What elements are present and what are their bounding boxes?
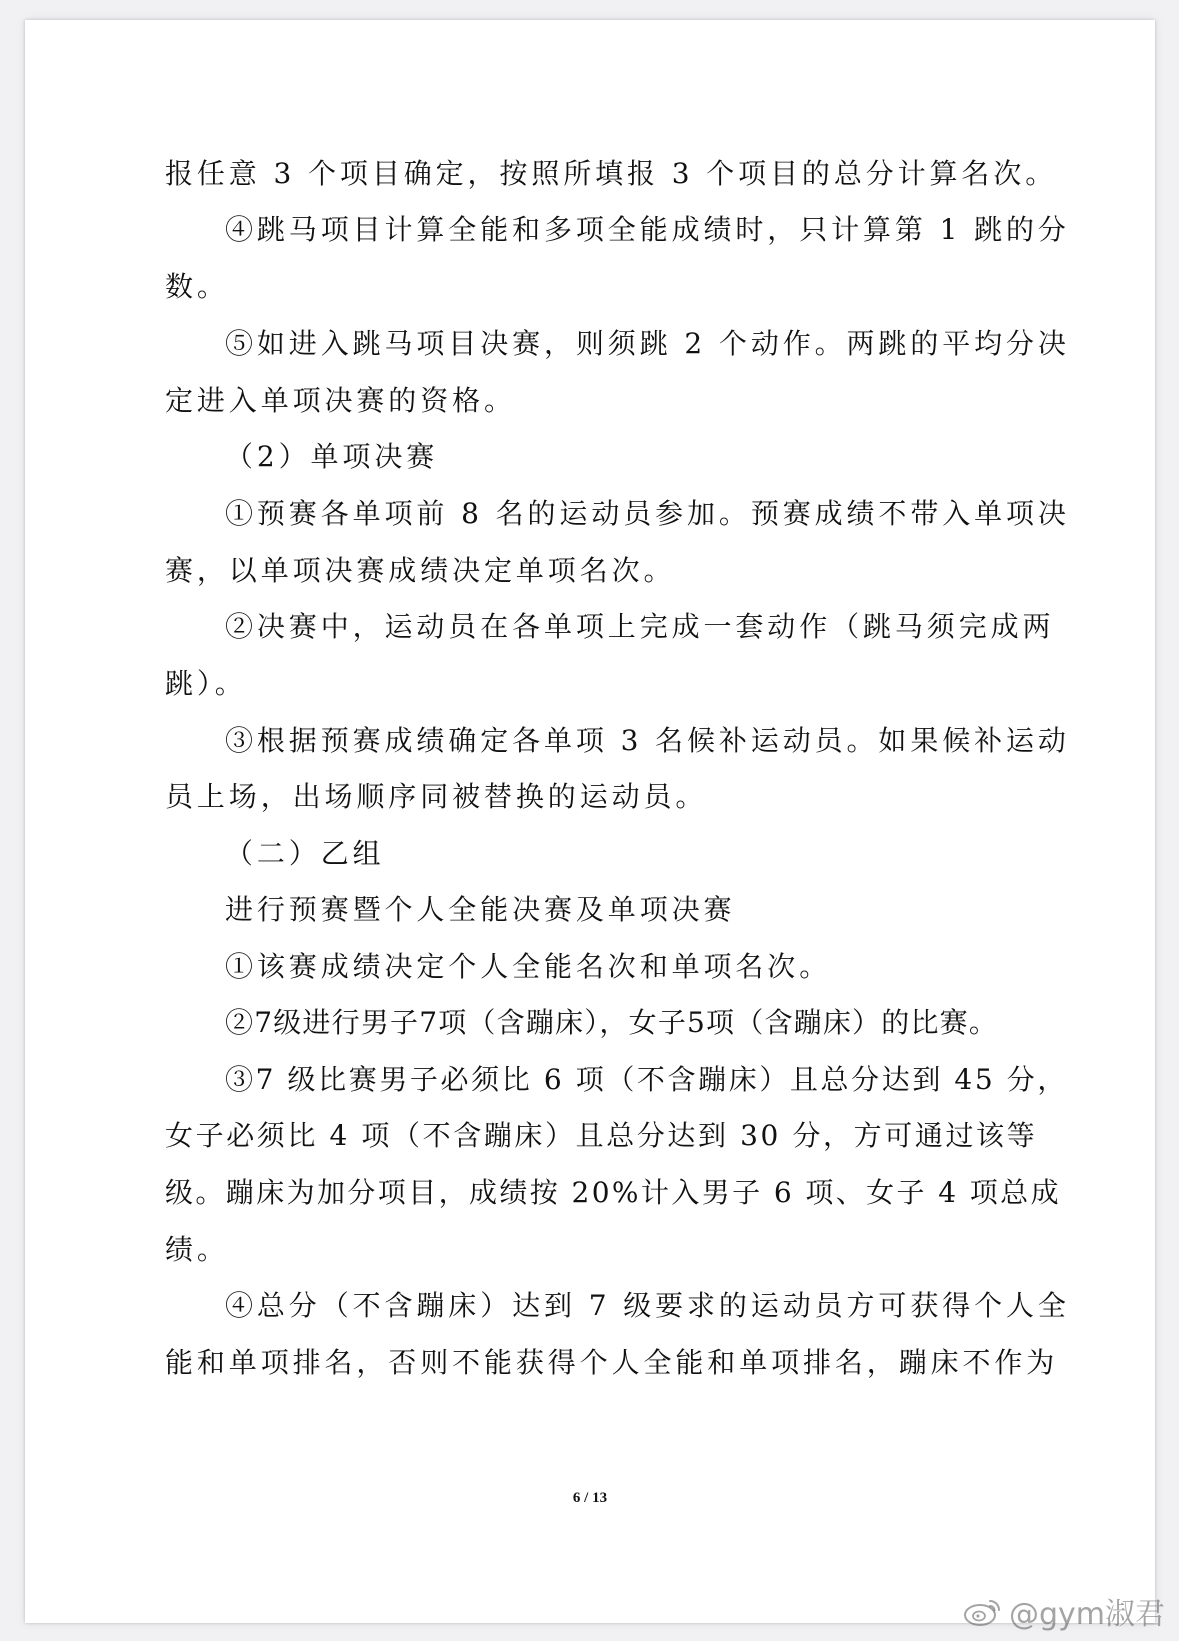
text-line: ⑤如进入跳马项目决赛，则须跳 2 个动作。两跳的平均分决 (225, 327, 1070, 360)
text-line: ②7级进行男子7项（含蹦床），女子5项（含蹦床）的比赛。 (225, 1006, 999, 1039)
weibo-icon (963, 1595, 1003, 1627)
section-heading: （2）单项决赛 (225, 440, 439, 473)
text-line: ④跳马项目计算全能和多项全能成绩时，只计算第 1 跳的分 (225, 213, 1070, 246)
text-line: ①该赛成绩决定个人全能名次和单项名次。 (225, 950, 832, 983)
text-line: 女子必须比 4 项（不含蹦床）且总分达到 30 分，方可通过该等 (165, 1119, 1038, 1152)
watermark-text: @gym淑君 (1008, 1597, 1165, 1632)
text-line: ②决赛中，运动员在各单项上完成一套动作（跳马须完成两 (225, 610, 1055, 643)
text-line: ③7 级比赛男子必须比 6 项（不含蹦床）且总分达到 45 分， (225, 1063, 1068, 1096)
text-line: 报任意 3 个项目确定，按照所填报 3 个项目的总分计算名次。 (165, 157, 1058, 190)
page-number: 6 / 13 (572, 1490, 608, 1506)
watermark (963, 1589, 1165, 1633)
text-line: 定进入单项决赛的资格。 (165, 384, 516, 417)
text-line: ④总分（不含蹦床）达到 7 级要求的运动员方可获得个人全 (225, 1289, 1070, 1322)
text-line: 能和单项排名，否则不能获得个人全能和单项排名，蹦床不作为 (165, 1346, 1059, 1379)
text-line: 级。蹦床为加分项目，成绩按 20%计入男子 6 项、女子 4 项总成 (165, 1176, 1061, 1209)
text-line: 绩。 (165, 1233, 229, 1266)
document-page (25, 20, 1155, 1623)
text-line: ①预赛各单项前 8 名的运动员参加。预赛成绩不带入单项决 (225, 497, 1070, 530)
text-line: ③根据预赛成绩确定各单项 3 名候补运动员。如果候补运动 (225, 724, 1070, 757)
section-heading: （二）乙组 (225, 837, 385, 870)
text-line: 进行预赛暨个人全能决赛及单项决赛 (225, 893, 736, 926)
text-line: 赛，以单项决赛成绩决定单项名次。 (165, 554, 676, 587)
text-line: 跳）。 (165, 667, 247, 700)
text-line: 员上场，出场顺序同被替换的运动员。 (165, 780, 708, 813)
text-line: 数。 (165, 270, 229, 303)
